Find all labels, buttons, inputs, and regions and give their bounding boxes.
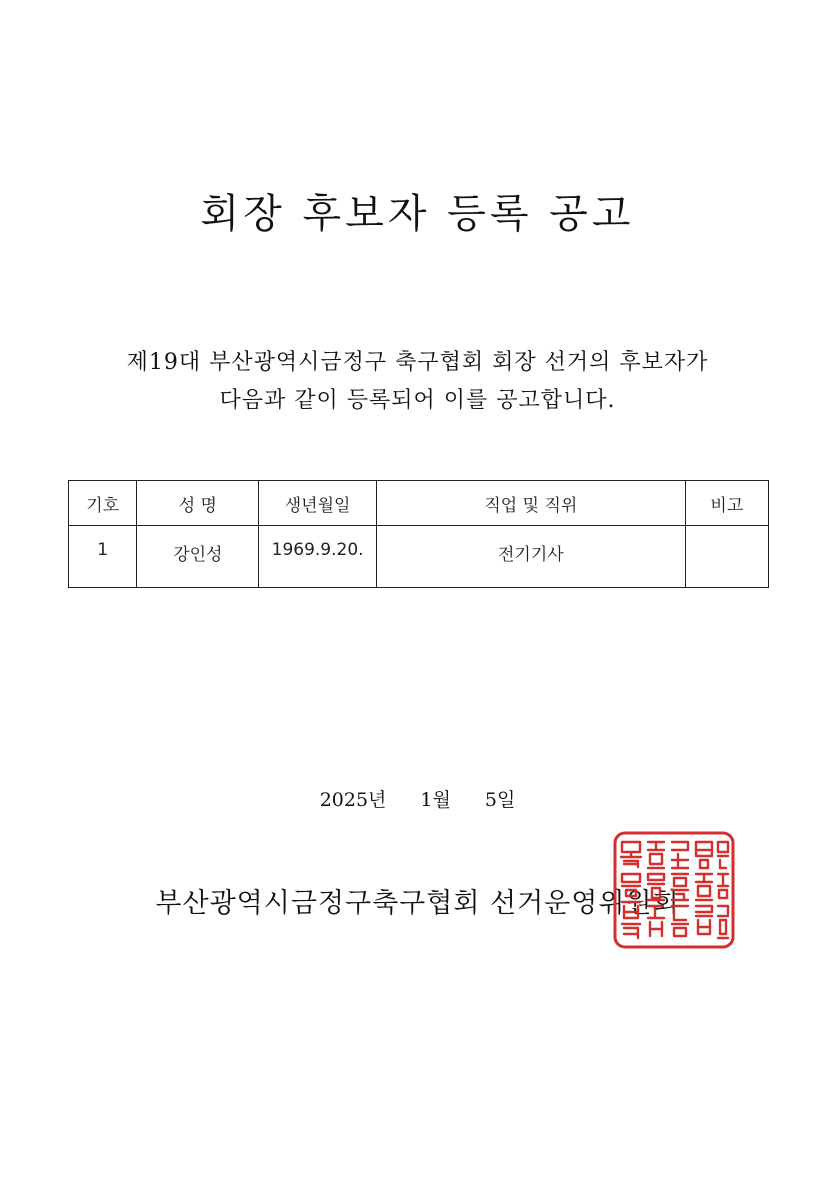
cell-name: 강인성 [137,526,259,588]
page-title: 회장 후보자 등록 공고 [200,191,635,237]
intro-text [0,344,835,420]
cell-birthdate: 1969.9.20. [259,526,377,588]
official-seal-icon [612,830,736,950]
header-occupation: 직업 및 직위 [376,481,685,526]
cell-occupation: 전기기사 [376,526,685,588]
table-header-row [69,481,769,526]
table-row [69,526,769,588]
date-day: 5일 [484,789,516,811]
cell-number: 1 [69,526,137,588]
intro-line-2: 다음과 같이 등록되어 이를 공고합니다. [219,388,616,413]
announcement-date [0,786,835,814]
date-year: 2025년 [319,789,387,811]
candidate-table [68,480,769,588]
intro-line-1: 제19대 부산광역시금정구 축구협회 회장 선거의 후보자가 [126,350,709,375]
cell-remarks [685,526,768,588]
header-number: 기호 [69,481,137,526]
date-month: 1월 [420,789,451,811]
header-birthdate: 생년월일 [259,481,377,526]
header-remarks: 비고 [685,481,768,526]
issuer-name: 부산광역시금정구축구협회 선거운영위원회 [155,888,680,919]
header-name: 성 명 [137,481,259,526]
